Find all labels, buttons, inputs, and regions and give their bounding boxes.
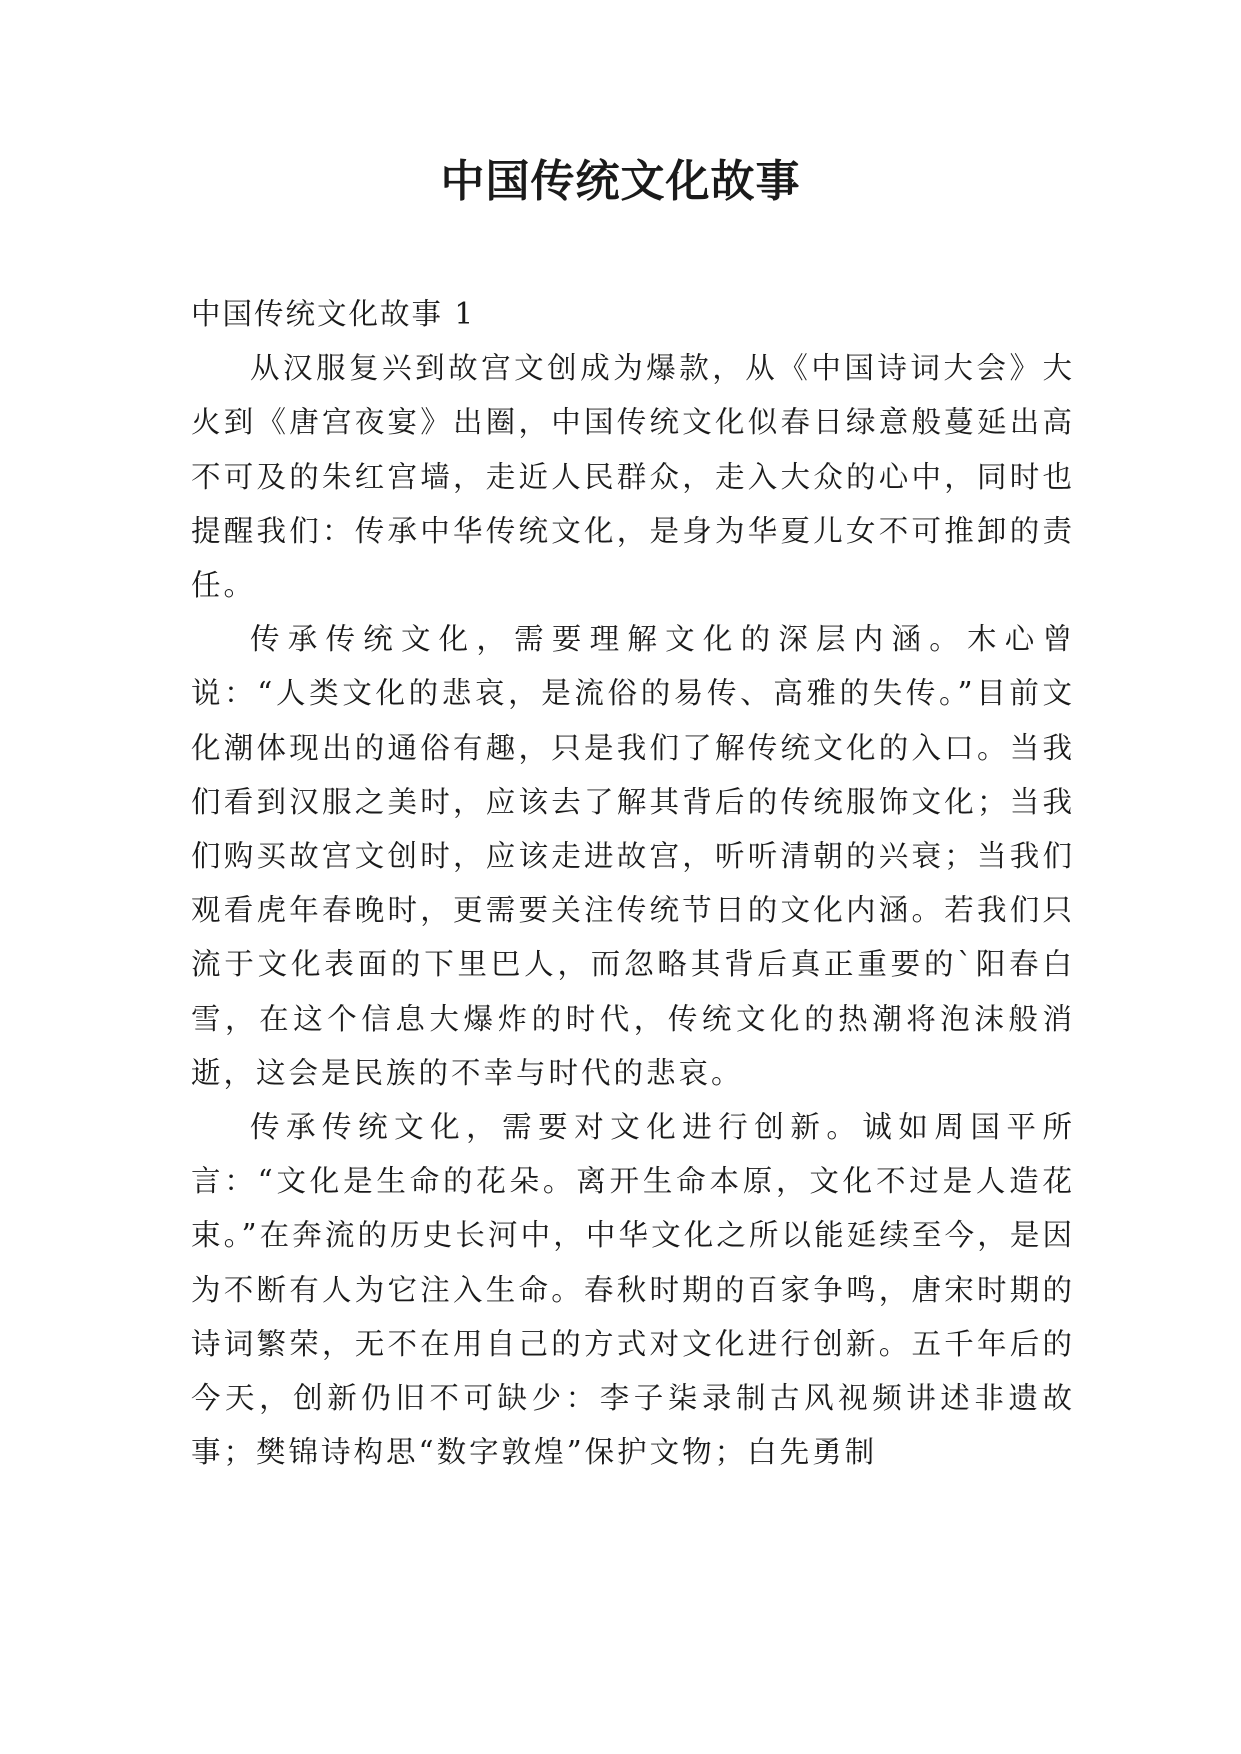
paragraph-2: 传承传统文化，需要理解文化的深层内涵。木心曾说：“人类文化的悲哀，是流俗的易传、高雅的失传。”目前文化潮体现出的通俗有趣，只是我们了解传统文化的入口。当我们看到汉服之美时，应该去了解其背后的传统服饰文化；当我们购买故宫文创时，应该走进故宫，听听清朝的兴衰；当我们观看虎年春晚时，更需要关注传统节日的文化内涵。若我们只流于文化表面的下里巴人，而忽略其背后真正重要的`阳春白雪，在这个信息大爆炸的时代，传统文化的热潮将泡沫般消逝，这会是民族的不幸与时代的悲哀。 [191, 622, 1075, 1090]
section-heading: 中国传统文化故事 1 [191, 297, 476, 331]
page-title: 中国传统文化故事 [440, 156, 801, 207]
paragraph-1: 从汉服复兴到故宫文创成为爆款，从《中国诗词大会》大火到《唐宫夜宴》出圈，中国传统文化似春日绿意般蔓延出高不可及的朱红宫墙，走近人民群众，走入大众的心中，同时也提醒我们：传承中华传统文化，是身为华夏儿女不可推卸的责任。 [191, 351, 1075, 603]
document-body [191, 287, 1075, 1479]
paragraph-3: 传承传统文化，需要对文化进行创新。诚如周国平所言：“文化是生命的花朵。离开生命本原，文化不过是人造花束。”在奔流的历史长河中，中华文化之所以能延续至今，是因为不断有人为它注入生命。春秋时期的百家争鸣，唐宋时期的诗词繁荣，无不在用自己的方式对文化进行创新。五千年后的今天，创新仍旧不可缺少：李子柒录制古风视频讲述非遗故事；樊锦诗构思“数字敦煌”保护文物；白先勇制 [191, 1110, 1075, 1470]
